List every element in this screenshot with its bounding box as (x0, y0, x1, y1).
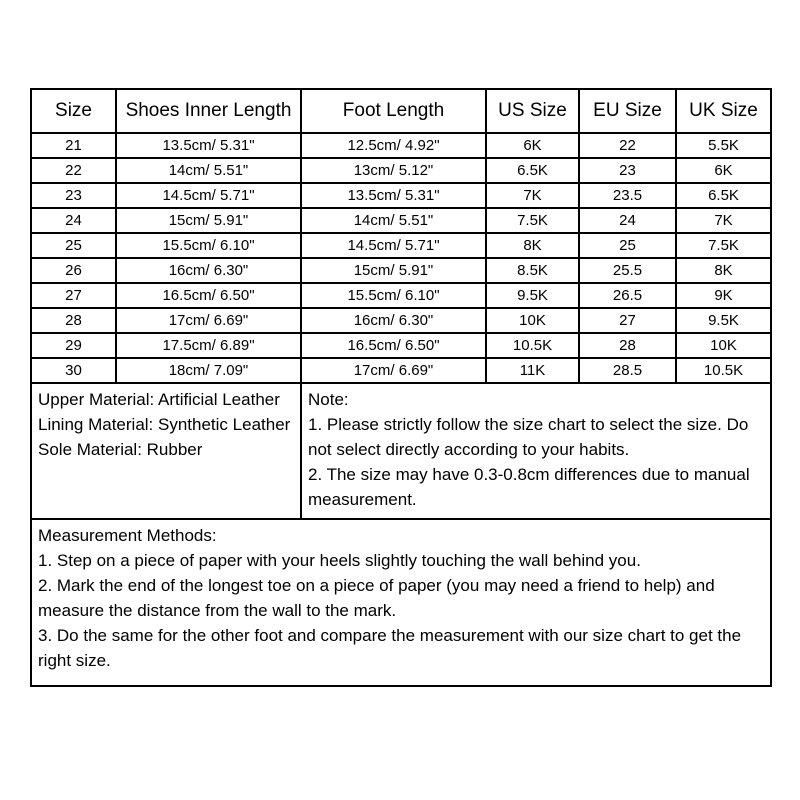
table-cell: 26 (31, 258, 116, 283)
table-cell: 23.5 (579, 183, 676, 208)
table-cell: 10K (486, 308, 579, 333)
column-header-uk-size: UK Size (676, 89, 771, 133)
table-cell: 6.5K (486, 158, 579, 183)
materials-cell (31, 383, 301, 519)
note-line: 2. The size may have 0.3-0.8cm differences due to manual measurement. (308, 465, 750, 509)
table-cell: 15cm/ 5.91" (116, 208, 301, 233)
table-cell: 5.5K (676, 133, 771, 158)
table-cell: 6.5K (676, 183, 771, 208)
table-cell: 15.5cm/ 6.10" (116, 233, 301, 258)
table-cell: 22 (579, 133, 676, 158)
table-cell: 10.5K (486, 333, 579, 358)
table-cell: 22 (31, 158, 116, 183)
column-header-size: Size (31, 89, 116, 133)
table-cell: 28 (579, 333, 676, 358)
table-row (31, 208, 771, 233)
table-cell: 13.5cm/ 5.31" (116, 133, 301, 158)
table-cell: 24 (31, 208, 116, 233)
table-cell: 7K (676, 208, 771, 233)
measurement-line: 2. Mark the end of the longest toe on a piece of paper (you may need a friend to help) and measure the distance from the wall to the mark. (38, 576, 715, 620)
table-cell: 27 (31, 283, 116, 308)
table-cell: 6K (676, 158, 771, 183)
materials-note-row (31, 383, 771, 519)
table-cell: 8K (486, 233, 579, 258)
measurement-cell (31, 519, 771, 686)
table-cell: 16cm/ 6.30" (116, 258, 301, 283)
table-cell: 11K (486, 358, 579, 383)
table-row (31, 308, 771, 333)
table-row (31, 133, 771, 158)
table-cell: 14cm/ 5.51" (116, 158, 301, 183)
table-cell: 24 (579, 208, 676, 233)
table-cell: 16.5cm/ 6.50" (301, 333, 486, 358)
table-cell: 29 (31, 333, 116, 358)
table-cell: 23 (579, 158, 676, 183)
table-cell: 14.5cm/ 5.71" (301, 233, 486, 258)
table-cell: 26.5 (579, 283, 676, 308)
table-cell: 6K (486, 133, 579, 158)
table-cell: 25.5 (579, 258, 676, 283)
table-row (31, 358, 771, 383)
column-header-eu-size: EU Size (579, 89, 676, 133)
table-cell: 16.5cm/ 6.50" (116, 283, 301, 308)
table-cell: 15cm/ 5.91" (301, 258, 486, 283)
table-cell: 10.5K (676, 358, 771, 383)
table-cell: 28 (31, 308, 116, 333)
table-cell: 25 (579, 233, 676, 258)
table-cell: 9.5K (486, 283, 579, 308)
table-cell: 15.5cm/ 6.10" (301, 283, 486, 308)
table-cell: 25 (31, 233, 116, 258)
header-row (31, 89, 771, 133)
materials-line: Lining Material: Synthetic Leather (38, 415, 291, 434)
measurement-title: Measurement Methods: (38, 526, 217, 545)
note-title: Note: (308, 390, 349, 409)
table-cell: 9.5K (676, 308, 771, 333)
table-row (31, 158, 771, 183)
table-cell: 8.5K (486, 258, 579, 283)
materials-line: Upper Material: Artificial Leather (38, 390, 280, 409)
table-row (31, 283, 771, 308)
table-cell: 7.5K (486, 208, 579, 233)
table-cell: 10K (676, 333, 771, 358)
column-header-us-size: US Size (486, 89, 579, 133)
table-cell: 30 (31, 358, 116, 383)
table-cell: 14.5cm/ 5.71" (116, 183, 301, 208)
table-row (31, 183, 771, 208)
table-cell: 17cm/ 6.69" (301, 358, 486, 383)
size-rows (31, 133, 771, 383)
measurement-line: 3. Do the same for the other foot and compare the measurement with our size chart to get the right size. (38, 626, 742, 670)
table-cell: 14cm/ 5.51" (301, 208, 486, 233)
table-cell: 28.5 (579, 358, 676, 383)
table-cell: 9K (676, 283, 771, 308)
table-cell: 21 (31, 133, 116, 158)
table-cell: 27 (579, 308, 676, 333)
note-line: 1. Please strictly follow the size chart to select the size. Do not select directly according to your habits. (308, 415, 749, 459)
table-cell: 12.5cm/ 4.92" (301, 133, 486, 158)
table-cell: 13cm/ 5.12" (301, 158, 486, 183)
table-cell: 13.5cm/ 5.31" (301, 183, 486, 208)
measurement-line: 1. Step on a piece of paper with your heels slightly touching the wall behind you. (38, 551, 641, 570)
table-cell: 7.5K (676, 233, 771, 258)
materials-line: Sole Material: Rubber (38, 440, 203, 459)
table-cell: 8K (676, 258, 771, 283)
table-cell: 18cm/ 7.09" (116, 358, 301, 383)
column-header-shoes-inner-length: Shoes Inner Length (116, 89, 301, 133)
table-cell: 17.5cm/ 6.89" (116, 333, 301, 358)
table-cell: 17cm/ 6.69" (116, 308, 301, 333)
measurement-row (31, 519, 771, 686)
table-cell: 23 (31, 183, 116, 208)
table-cell: 16cm/ 6.30" (301, 308, 486, 333)
column-header-foot-length: Foot Length (301, 89, 486, 133)
table-cell: 7K (486, 183, 579, 208)
table-row (31, 233, 771, 258)
table-row (31, 333, 771, 358)
size-chart-table (30, 88, 772, 687)
table-row (31, 258, 771, 283)
note-cell (301, 383, 771, 519)
